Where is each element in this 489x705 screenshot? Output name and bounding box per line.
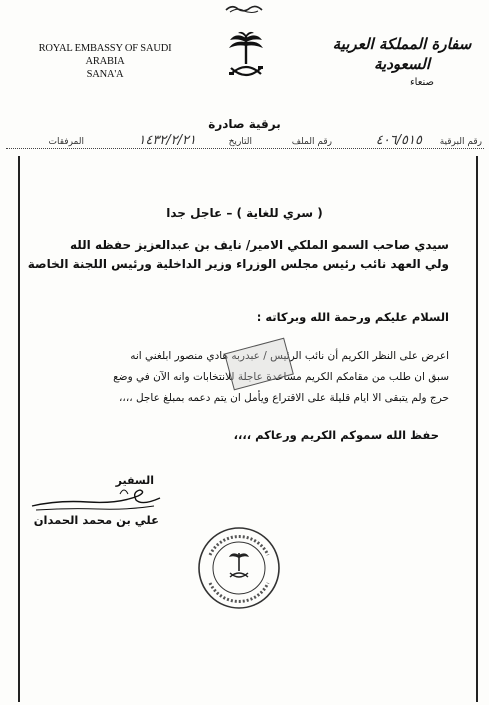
reference-dotted-rule: [6, 148, 484, 149]
embassy-city-ar: صنعاء: [409, 77, 435, 88]
embassy-city-en: SANA'A: [86, 69, 124, 80]
embassy-seal-stamp: [196, 525, 282, 611]
reference-row: [6, 134, 484, 156]
file-number-label: رقم الملف: [291, 137, 332, 147]
ref-number-label: رقم البرقية: [439, 137, 482, 147]
embassy-name-english: [30, 42, 180, 81]
signatory-title: السفير: [115, 474, 154, 487]
embassy-name-arabic: [322, 34, 482, 89]
embassy-name-ar-line1: سفارة المملكة العربية السعودية: [332, 35, 472, 73]
body-line: حرج ولم يتبقى الا ايام قليلة على الاقتراع ويأمل ان يتم دعمه بمبلغ عاجل ،،،،: [119, 392, 449, 404]
classification-line: ( سري للغاية ) – عاجل جدا: [166, 206, 323, 220]
ref-number-value: ٤٠٦/٥١٥: [375, 133, 422, 148]
signatory-name: علي بن محمد الحمدان: [33, 513, 159, 527]
bismillah-ornament: [224, 2, 264, 14]
saudi-emblem-icon: [226, 30, 266, 86]
body-line: سبق ان طلب من مقامكم الكريم مساعدة عاجلة للانتخابات وانه الآن في وضع: [113, 371, 449, 383]
address-line-1: سيدي صاحب السمو الملكي الامير/ نايف بن عبدالعزيز حفظه الله: [69, 238, 449, 252]
closing-line: حفظ الله سموكم الكريم ورعاكم ،،،،: [233, 428, 439, 442]
cable-title: برقية صادرة: [208, 117, 281, 131]
greeting-line: السلام عليكم ورحمة الله وبركاته :: [256, 310, 449, 324]
address-line-2: ولي العهد نائب رئيس مجلس الوزراء وزير الداخلية ورئيس اللجنة الخاصة: [27, 257, 449, 271]
date-label: التاريخ: [228, 137, 252, 147]
date-value: ١٤٣٢/٢/٢١: [138, 133, 196, 148]
body-line: اعرض على النظر الكريم أن نائب الرئيس / عبدربه هادي منصور ابلغني انه: [130, 350, 449, 362]
attachments-label: المرفقات: [48, 137, 84, 147]
embassy-name-en-line1: ROYAL EMBASSY OF SAUDI ARABIA: [38, 43, 172, 67]
